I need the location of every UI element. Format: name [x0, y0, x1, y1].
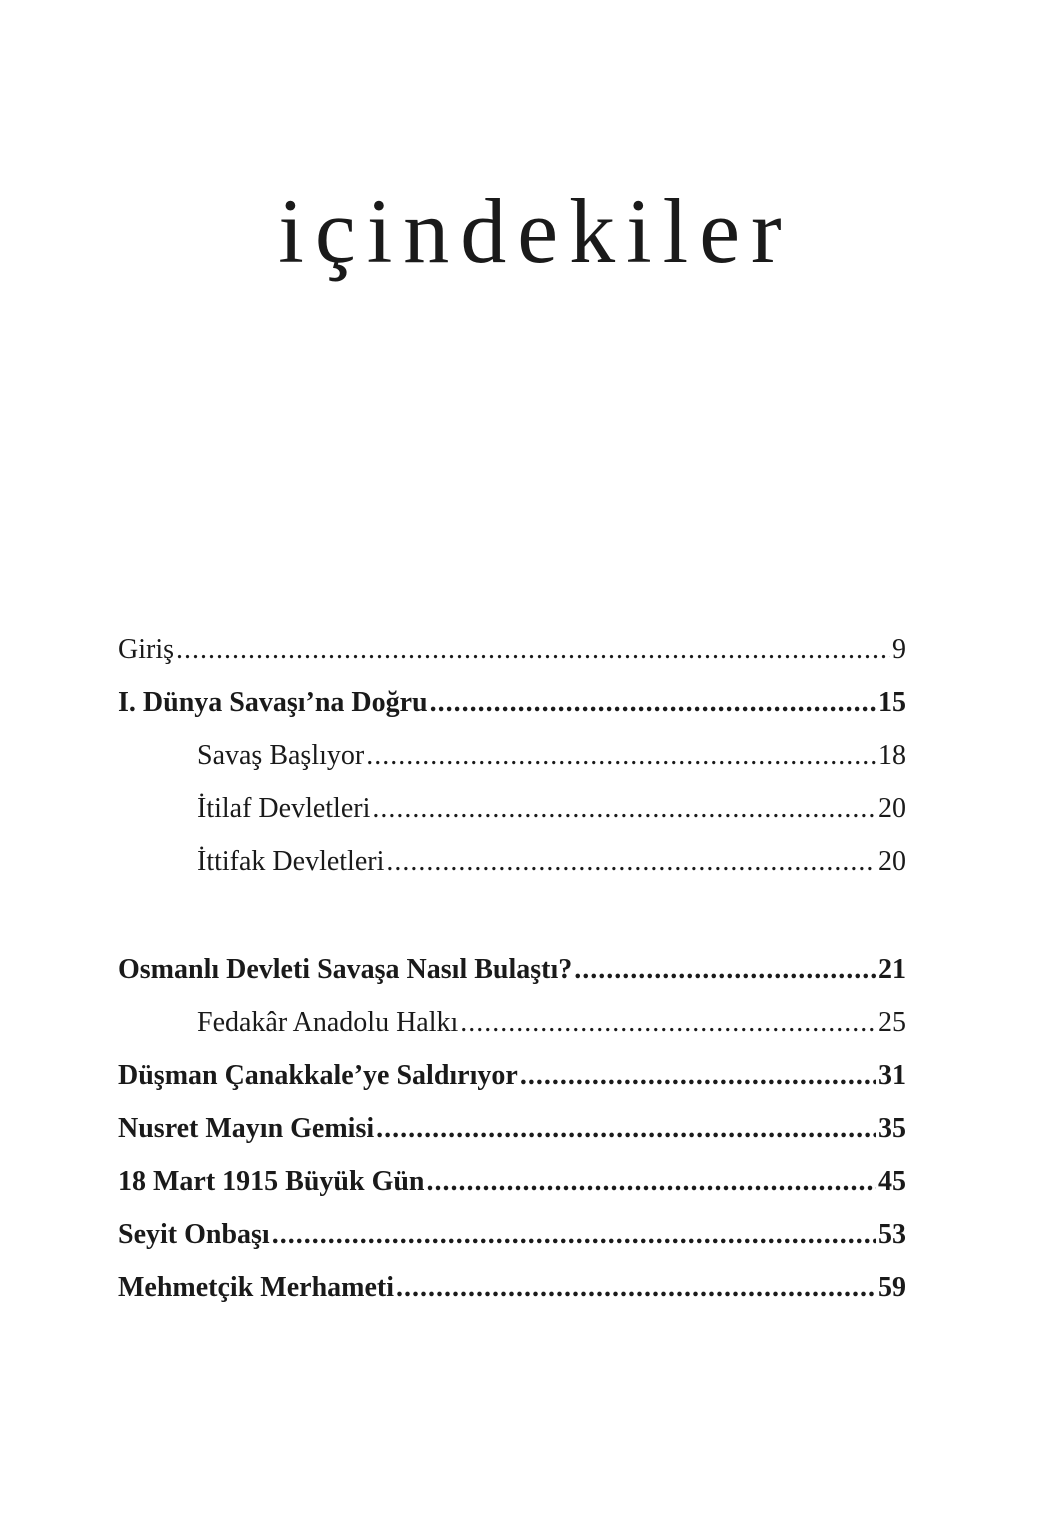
toc-entry-label: Mehmetçik Merhameti	[118, 1272, 394, 1303]
dot-leader	[376, 1109, 876, 1149]
toc-entry-label: Nusret Mayın Gemisi	[118, 1113, 375, 1144]
toc-entry-fedakar[interactable]	[118, 1003, 906, 1043]
toc-entry-page: 35	[878, 1113, 906, 1144]
toc-entry-ittifak[interactable]	[118, 842, 906, 882]
dot-leader	[372, 789, 876, 829]
toc-entry-page: 20	[878, 793, 906, 824]
dot-leader	[520, 1056, 876, 1096]
dot-leader	[430, 683, 876, 723]
toc-entry-label: Düşman Çanakkale’ye Saldırıyor	[118, 1060, 518, 1091]
toc-entry-page: 53	[878, 1219, 906, 1250]
toc-entry-mehmetcik[interactable]	[118, 1268, 906, 1308]
toc-entry-dusman[interactable]	[118, 1056, 906, 1096]
toc-entry-label: Savaş Başlıyor	[197, 740, 365, 771]
dot-leader	[176, 630, 890, 670]
toc-entry-18-mart[interactable]	[118, 1162, 906, 1202]
dot-leader	[396, 1268, 876, 1308]
dot-leader	[366, 736, 876, 776]
toc-entry-page: 21	[878, 954, 906, 985]
toc-entry-savas-basliyor[interactable]	[118, 736, 906, 776]
toc-entry-dunya-savasi[interactable]	[118, 683, 906, 723]
dot-leader	[574, 950, 876, 990]
toc-entry-page: 45	[878, 1166, 906, 1197]
toc-entry-label: İtilaf Devletleri	[197, 793, 371, 824]
dot-leader	[272, 1215, 876, 1255]
toc-entry-label: Fedakâr Anadolu Halkı	[197, 1007, 459, 1038]
dot-leader	[427, 1162, 877, 1202]
toc-entry-page: 59	[878, 1272, 906, 1303]
toc-entry-label: Giriş	[118, 634, 174, 665]
toc-entry-page: 15	[878, 687, 906, 718]
toc-entry-label: I. Dünya Savaşı’na Doğru	[118, 687, 428, 718]
toc-entry-itilaf[interactable]	[118, 789, 906, 829]
toc-entry-page: 18	[878, 740, 906, 771]
toc-entry-label: İttifak Devletleri	[197, 846, 385, 877]
toc-entry-giris[interactable]	[118, 630, 906, 670]
toc-entry-page: 20	[878, 846, 906, 877]
page-title: içindekiler	[278, 180, 793, 282]
toc-entry-nusret[interactable]	[118, 1109, 906, 1149]
toc-entry-page: 31	[878, 1060, 906, 1091]
toc-entry-label: Seyit Onbaşı	[118, 1219, 270, 1250]
toc-entry-label: 18 Mart 1915 Büyük Gün	[118, 1166, 425, 1197]
toc-entry-label: Osmanlı Devleti Savaşa Nasıl Bulaştı?	[118, 954, 573, 985]
toc-entry-page: 25	[878, 1007, 906, 1038]
toc-entry-seyit[interactable]	[118, 1215, 906, 1255]
dot-leader	[460, 1003, 876, 1043]
toc-entry-page: 9	[892, 634, 906, 665]
dot-leader	[386, 842, 876, 882]
toc-entry-osmanli[interactable]	[118, 950, 906, 990]
